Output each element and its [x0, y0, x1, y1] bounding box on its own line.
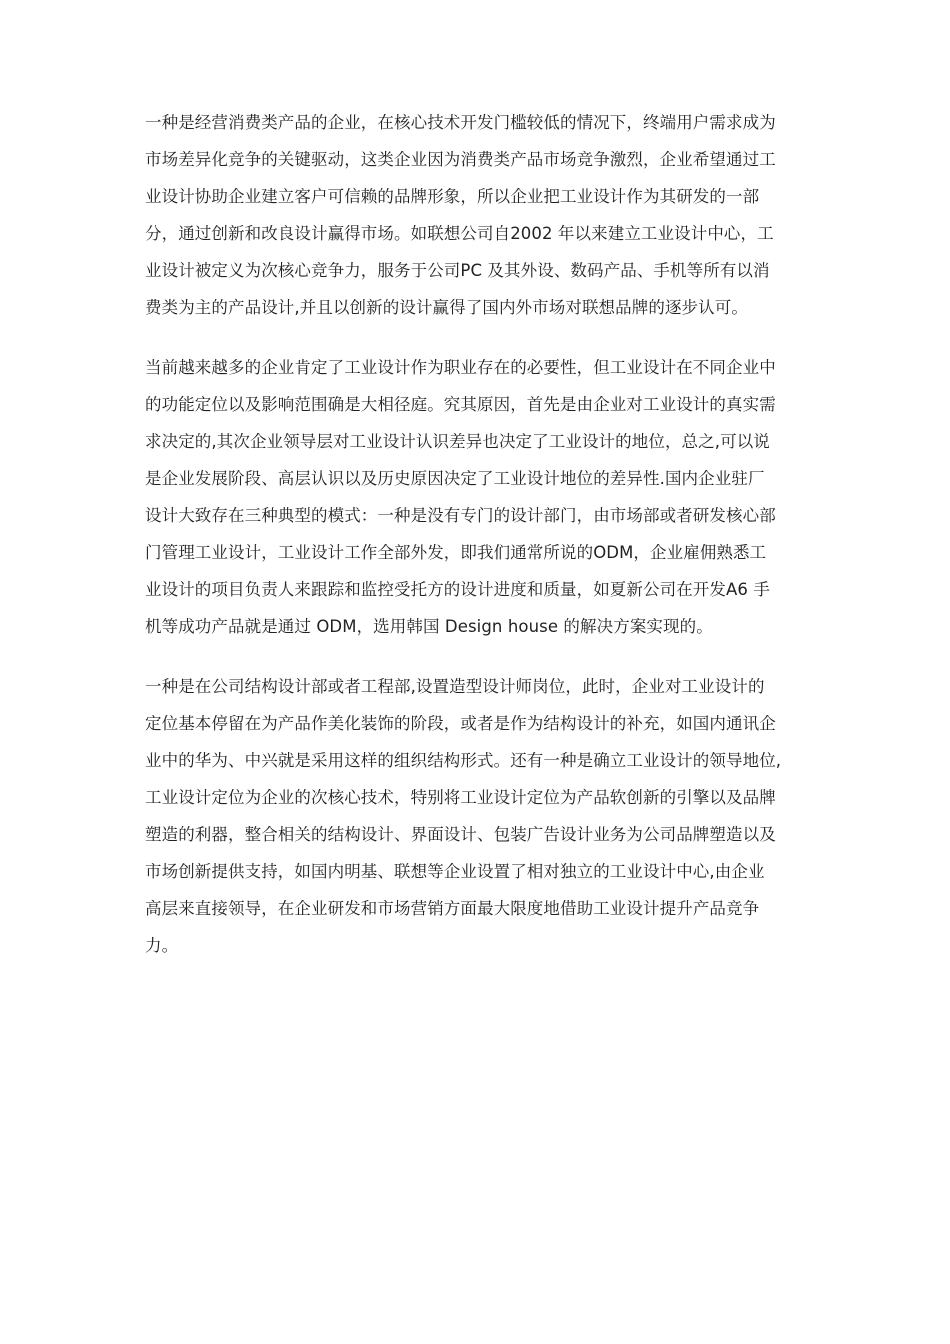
- text-line: 费类为主的产品设计,并且以创新的设计赢得了国内外市场对联想品牌的逐步认可。: [145, 298, 748, 317]
- document-body: [145, 104, 815, 964]
- text-line: 一种是在公司结构设计部或者工程部,设置造型设计师岗位，此时，企业对工业设计的: [145, 677, 765, 696]
- text-line: 设计大致存在三种典型的模式：一种是没有专门的设计部门，由市场部或者研发核心部: [145, 506, 776, 525]
- text-line: 业设计的项目负责人来跟踪和监控受托方的设计进度和质量，如夏新公司在开发A6 手: [145, 580, 770, 599]
- paragraph-3: [145, 668, 815, 964]
- text-line: 分，通过创新和改良设计赢得市场。如联想公司自2002 年以来建立工业设计中心，工: [145, 224, 774, 243]
- text-line: 当前越来越多的企业肯定了工业设计作为职业存在的必要性，但工业设计在不同企业中: [145, 358, 776, 377]
- text-line: 是企业发展阶段、高层认识以及历史原因决定了工业设计地位的差异性.国内企业驻厂: [145, 469, 765, 488]
- text-line: 业设计被定义为次核心竞争力，服务于公司PC 及其外设、数码产品、手机等所有以消: [145, 261, 770, 280]
- text-line: 力。: [145, 936, 179, 955]
- text-line: 业中的华为、中兴就是采用这样的组织结构形式。还有一种是确立工业设计的领导地位,: [145, 751, 782, 770]
- text-line: 业设计协助企业建立客户可信赖的品牌形象，所以企业把工业设计作为其研发的一部: [145, 187, 760, 206]
- text-line: 市场差异化竞争的关键驱动，这类企业因为消费类产品市场竞争激烈，企业希望通过工: [145, 150, 776, 169]
- text-line: 市场创新提供支持，如国内明基、联想等企业设置了相对独立的工业设计中心,由企业: [145, 862, 765, 881]
- text-line: 的功能定位以及影响范围确是大相径庭。究其原因，首先是由企业对工业设计的真实需: [145, 395, 776, 414]
- text-line: 一种是经营消费类产品的企业，在核心技术开发门槛较低的情况下，终端用户需求成为: [145, 113, 776, 132]
- paragraph-1: [145, 104, 815, 326]
- text-line: 定位基本停留在为产品作美化装饰的阶段，或者是作为结构设计的补充，如国内通讯企: [145, 714, 776, 733]
- text-line: 门管理工业设计，工业设计工作全部外发，即我们通常所说的ODM，企业雇佣熟悉工: [145, 543, 767, 562]
- text-line: 塑造的利器，整合相关的结构设计、界面设计、包装广告设计业务为公司品牌塑造以及: [145, 825, 776, 844]
- text-line: 求决定的,其次企业领导层对工业设计认识差异也决定了工业设计的地位，总之,可以说: [145, 432, 770, 451]
- text-line: 工业设计定位为企业的次核心技术，特别将工业设计定位为产品软创新的引擎以及品牌: [145, 788, 776, 807]
- paragraph-2: [145, 349, 815, 645]
- text-line: 机等成功产品就是通过 ODM，选用韩国 Design house 的解决方案实现的。: [145, 617, 713, 636]
- text-line: 高层来直接领导，在企业研发和市场营销方面最大限度地借助工业设计提升产品竞争: [145, 899, 760, 918]
